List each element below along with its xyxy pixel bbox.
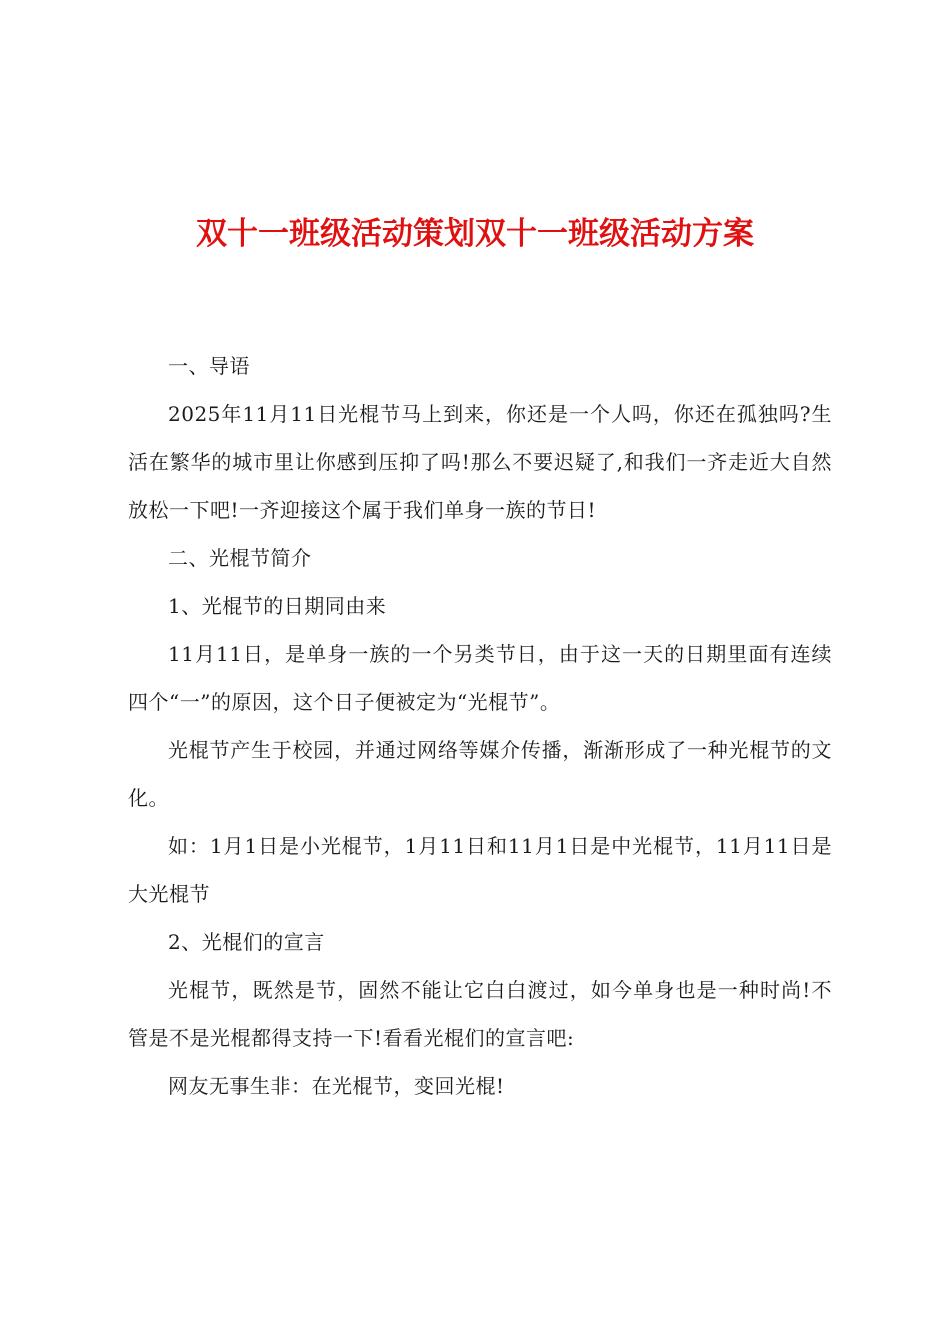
section-heading-intro: 一、导语 (168, 354, 250, 378)
document-title: 双十一班级活动策划双十一班级活动方案 (196, 216, 754, 252)
intro-paragraph: 2025年11月11日光棍节马上到来，你还是一个人吗，你还在孤独吗?生活在繁华的城市里让你感到压抑了吗!那么不要迟疑了,和我们一齐走近大自然放松一下吧!一齐迎接这个属于我们单身一族的节日! (128, 402, 832, 522)
examples-paragraph: 如：1月1日是小光棍节，1月11日和11月1日是中光棍节，11月11日是大光棍节 (128, 834, 832, 906)
section-heading-overview: 二、光棍节简介 (168, 546, 312, 570)
subheading-date-origin: 1、光棍节的日期同由来 (168, 594, 387, 618)
date-origin-paragraph: 11月11日，是单身一族的一个另类节日，由于这一天的日期里面有连续四个“一”的原因，这个日子便被定为“光棍节”。 (128, 642, 832, 714)
document-body (128, 342, 832, 1110)
subheading-declarations: 2、光棍们的宣言 (168, 930, 325, 954)
declarations-paragraph: 光棍节，既然是节，固然不能让它白白渡过，如今单身也是一种时尚!不管是不是光棍都得支持一下!看看光棍们的宣言吧: (128, 978, 832, 1050)
netizen-quote-paragraph: 网友无事生非：在光棍节，变回光棍! (168, 1074, 505, 1098)
culture-paragraph: 光棍节产生于校园，并通过网络等媒介传播，渐渐形成了一种光棍节的文化。 (128, 738, 832, 810)
